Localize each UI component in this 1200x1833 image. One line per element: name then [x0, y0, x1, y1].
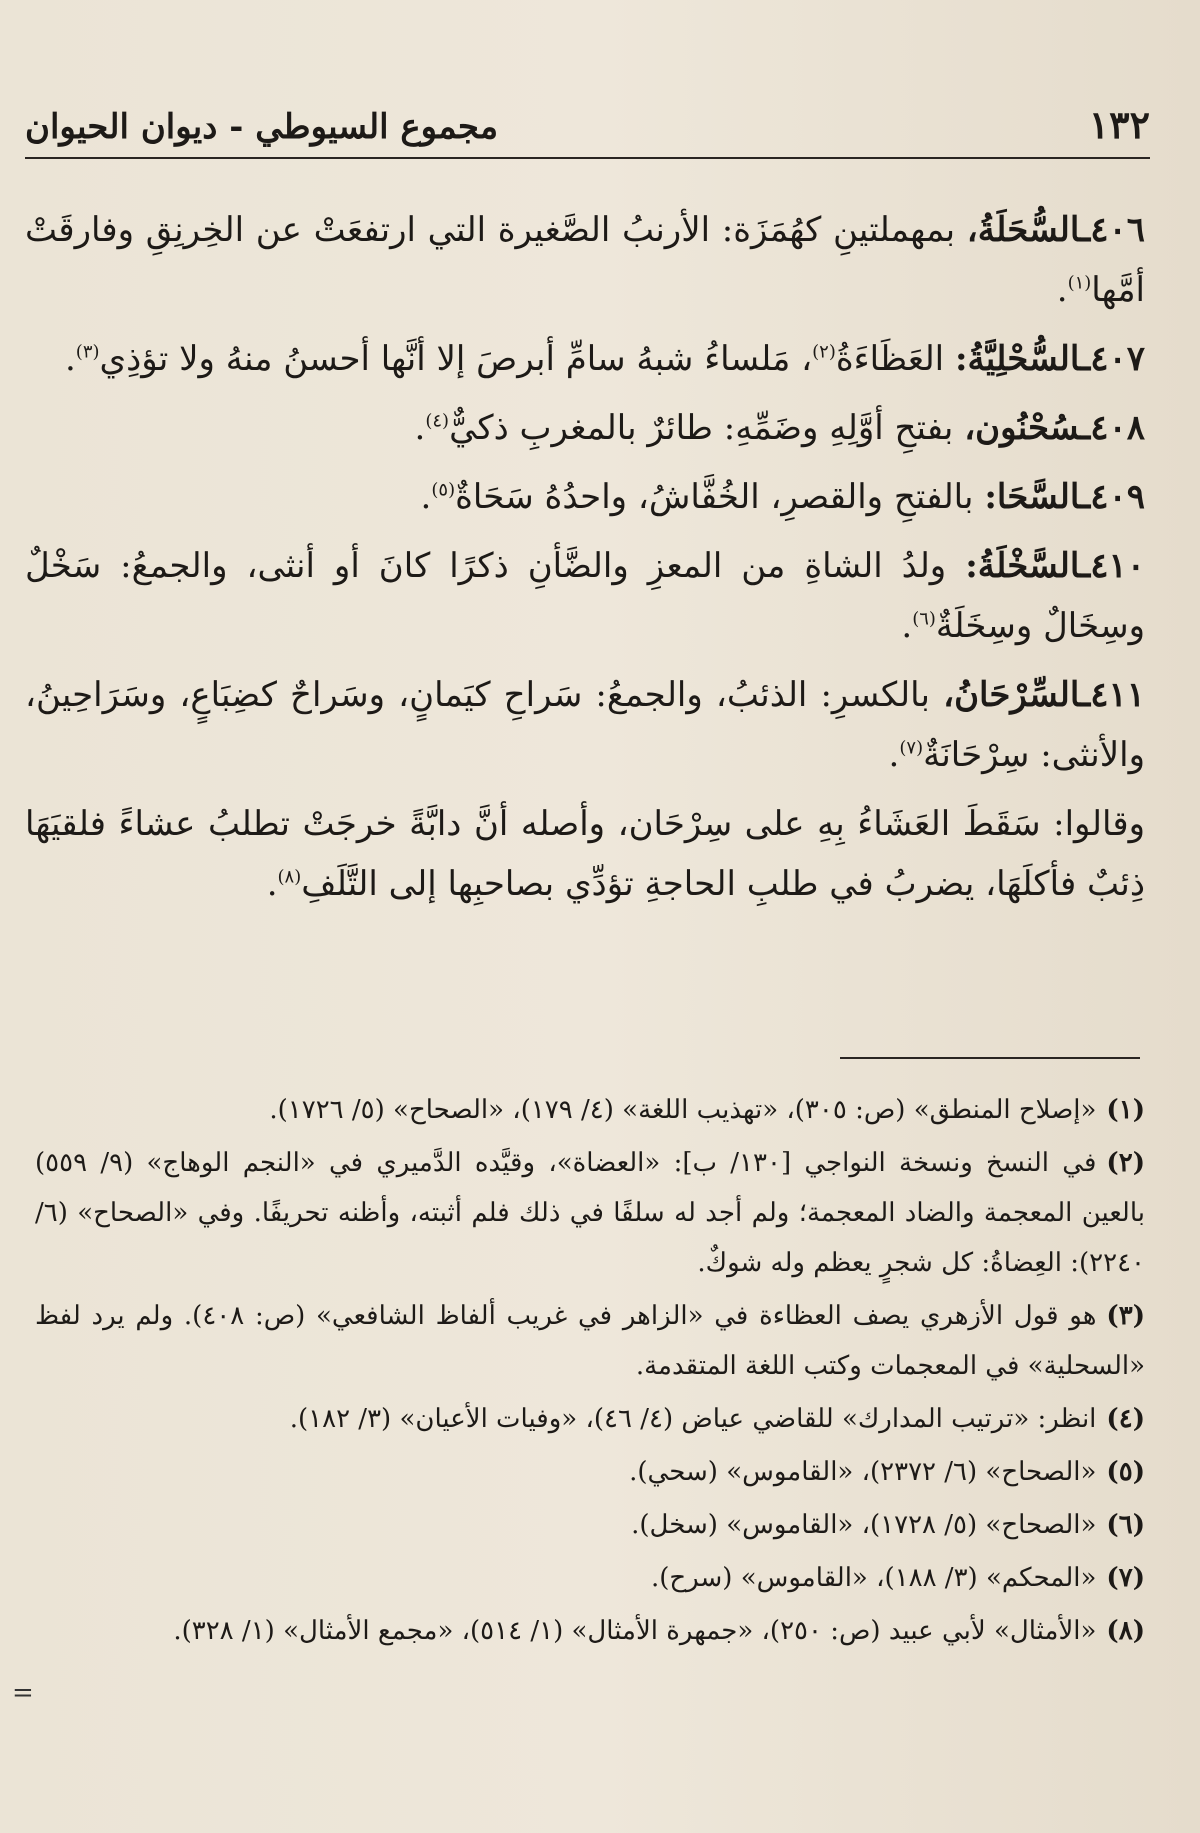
footnotes [35, 1085, 1145, 1659]
entry-headword: السَّحَا: [984, 477, 1081, 517]
entry-headword: السُّحْلِيَّةُ: [954, 339, 1081, 379]
footnote-text: في النسخ ونسخة النواجي [١٣٠/ ب]: «العضاة»، وقيَّده الدَّميري في «النجم الوهاج» (٩/ ٥٥٩) بالعين المعجمة والضاد المعجمة؛ ولم أجد له سلفًا في ذلك فلم أثبته، وأظنه تحريفًا. وفي «الصحاح» (٦/ ٢٢٤٠): العِضاةُ: كل شجرٍ يعظم وله شوكٌ. [35, 1148, 1145, 1278]
footnote-ref: (٦) [912, 608, 936, 630]
main-text [25, 200, 1145, 923]
footnote-ref: (٧) [899, 737, 924, 759]
entry-end: . [266, 864, 278, 904]
footnote-number: (١) [1106, 1095, 1145, 1125]
entry-headword: السَّخْلَةُ: [965, 546, 1081, 586]
entry-end: . [888, 735, 900, 775]
entry-411 [25, 665, 1145, 785]
footnote [35, 1138, 1145, 1288]
entry-end: . [901, 606, 913, 646]
footnote-number: (٥) [1106, 1457, 1145, 1487]
footnote-separator [840, 1057, 1140, 1059]
entry-headword: السُّحَلَةُ، [966, 210, 1081, 250]
entry-407 [25, 329, 1145, 389]
footnote-text: انظر: «ترتيب المدارك» للقاضي عياض (٤/ ٤٦)، «وفيات الأعيان» (٣/ ١٨٢). [289, 1404, 1097, 1434]
footnote-number: (٢) [1106, 1148, 1146, 1178]
footnote-ref: (٤) [425, 410, 450, 432]
entry-text: بالفتحِ والقصرِ، الخُفَّاشُ، واحدُهُ سَحَاةٌ [455, 477, 985, 517]
entry-text: بفتحِ أوَّلِهِ وضَمِّهِ: طائرٌ بالمغربِ ذكيٌّ [449, 408, 965, 448]
continuation-mark: = [12, 1678, 34, 1708]
footnote [35, 1553, 1145, 1603]
entry-end: . [1056, 270, 1068, 310]
entry-text: بالكسرِ: الذئبُ، والجمعُ: سَراحِ كيَمانٍ، وسَراحٌ كضِبَاعٍ، وسَرَاحِينُ، والأنثى: سِرْحَانَةٌ [25, 675, 1145, 775]
entry-number: ٤٠٦ـ [1080, 210, 1145, 250]
entry-end: . [420, 477, 432, 517]
entry-number: ٤١٠ـ [1080, 546, 1146, 586]
entry-number: ٤٠٩ـ [1080, 477, 1145, 517]
footnote [35, 1394, 1145, 1444]
entry-headword: سُحْنُون، [964, 408, 1081, 448]
footnote-number: (٧) [1106, 1563, 1145, 1593]
footnote-ref: (٨) [277, 866, 302, 888]
entry-text: بمهملتينِ كهُمَزَة: الأرنبُ الصَّغيرة التي ارتفعَتْ عن الخِرنِقِ وفارقَتْ أمَّها [25, 210, 1145, 310]
page-header [25, 95, 1150, 159]
entry-headword: السِّرْحَانُ، [943, 675, 1081, 715]
footnote-text: «إصلاح المنطق» (ص: ٣٠٥)، «تهذيب اللغة» (٤/ ١٧٩)، «الصحاح» (٥/ ١٧٢٦). [269, 1095, 1097, 1125]
entry-end: . [64, 339, 76, 379]
footnote-text: «المحكم» (٣/ ١٨٨)، «القاموس» (سرح). [650, 1563, 1097, 1593]
page-number: ١٣٢ [1088, 102, 1150, 147]
entry-number: ٤١١ـ [1080, 675, 1145, 715]
footnote-ref: (٢) [812, 341, 836, 363]
running-title: مجموع السيوطي - ديوان الحيوان [25, 107, 499, 147]
entry-text: ولدُ الشاةِ من المعزِ والضَّأنِ ذكرًا كانَ أو أنثى، والجمعُ: سَخْلٌ وسِخَالٌ وسِخَلَةٌ [25, 546, 1145, 646]
footnote-number: (٤) [1106, 1404, 1145, 1434]
footnote-number: (٦) [1106, 1510, 1145, 1540]
footnote-text: «الصحاح» (٥/ ١٧٢٨)، «القاموس» (سخل). [631, 1510, 1097, 1540]
footnote-ref: (٣) [75, 341, 100, 363]
entry-number: ٤٠٨ـ [1080, 408, 1145, 448]
proverb-paragraph [25, 794, 1145, 914]
entry-408 [25, 398, 1145, 458]
footnote-text: «الصحاح» (٦/ ٢٣٧٢)، «القاموس» (سحي). [629, 1457, 1097, 1487]
footnote [35, 1291, 1145, 1391]
entry-410 [25, 536, 1145, 656]
entry-text: ، مَلساءُ شبهُ سامِّ أبرصَ إلا أنَّها أحسنُ منهُ ولا تؤذِي [99, 339, 813, 379]
footnote [35, 1447, 1145, 1497]
footnote-number: (٣) [1106, 1301, 1145, 1331]
entry-number: ٤٠٧ـ [1080, 339, 1145, 379]
footnote-text: «الأمثال» لأبي عبيد (ص: ٢٥٠)، «جمهرة الأمثال» (١/ ٥١٤)، «مجمع الأمثال» (١/ ٣٢٨). [173, 1616, 1097, 1646]
footnote-ref: (٥) [431, 479, 456, 501]
footnote [35, 1500, 1145, 1550]
footnote-number: (٨) [1106, 1616, 1145, 1646]
footnote [35, 1085, 1145, 1135]
entry-409 [25, 467, 1145, 527]
entry-406 [25, 200, 1145, 320]
footnote-ref: (١) [1067, 272, 1092, 294]
entry-end: . [414, 408, 426, 448]
paragraph-text: وقالوا: سَقَطَ العَشَاءُ بِهِ على سِرْحَان، وأصله أنَّ دابَّةً خرجَتْ تطلبُ عشاءً فلقيَهَا ذِئبٌ فأكلَهَا، يضربُ في طلبِ الحاجةِ تؤدِّي بصاحبِها إلى التَّلَفِ [25, 804, 1145, 904]
footnote-text: هو قول الأزهري يصف العظاءة في «الزاهر في غريب ألفاظ الشافعي» (ص: ٤٠٨). ولم يرد لفظ «السحلية» في المعجمات وكتب اللغة المتقدمة. [35, 1301, 1145, 1381]
footnote [35, 1606, 1145, 1656]
entry-text: العَظَاءَةُ [835, 339, 955, 379]
